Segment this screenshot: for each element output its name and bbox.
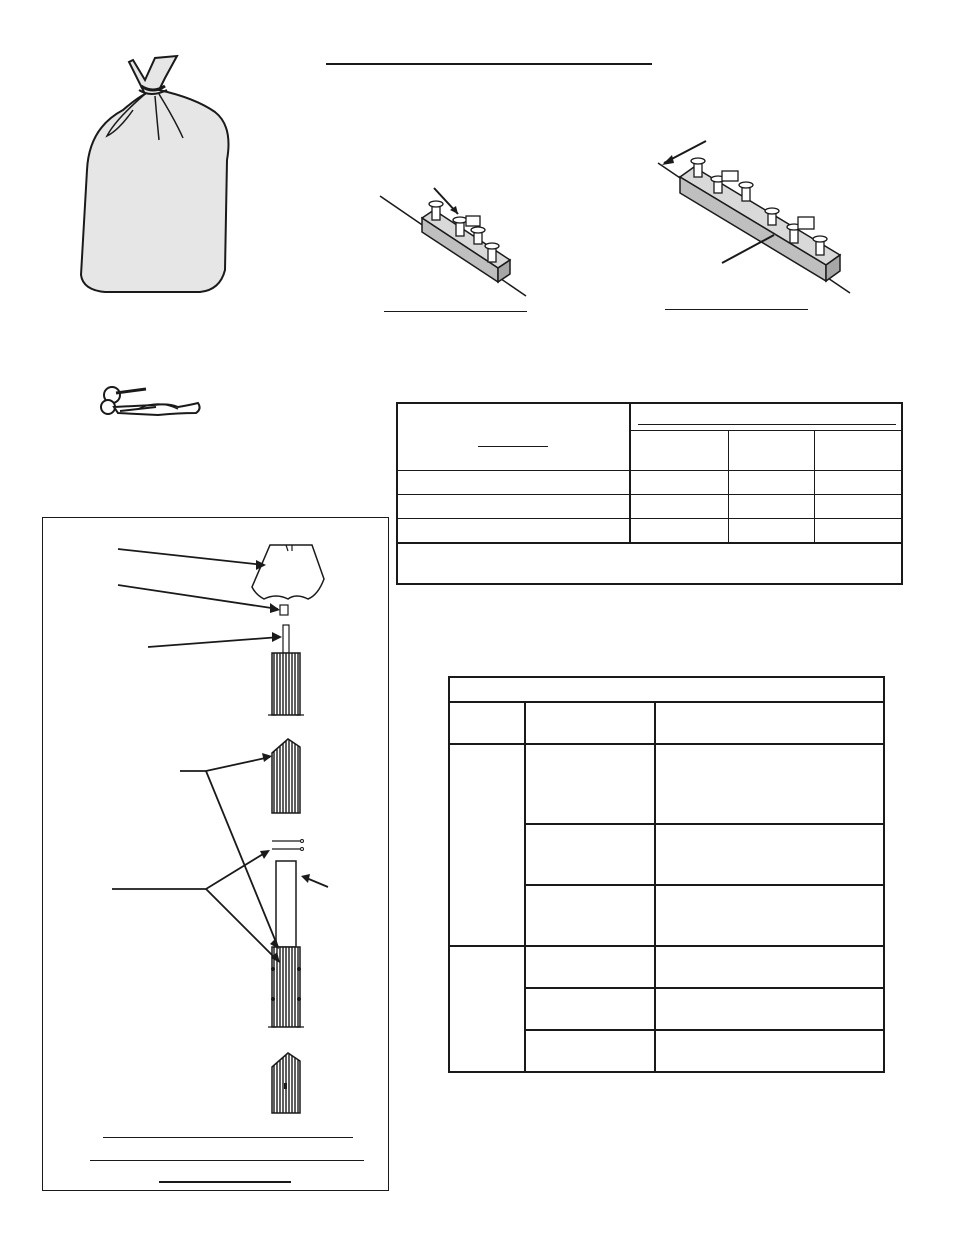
table-one-group-bottom: [629, 430, 901, 431]
pins: [272, 841, 300, 849]
table-one-col-divider-2: [728, 430, 729, 542]
small-connector: [280, 605, 288, 615]
table-one-row-rule: [398, 494, 901, 495]
table-one-group-rule: [638, 424, 896, 425]
diagram-caption-rule: [103, 1137, 353, 1138]
short-bar-caption-rule: [384, 311, 527, 312]
table-two-col-divider-2: [654, 701, 656, 1071]
ribbed-section: [272, 653, 300, 715]
callout-line: [180, 757, 270, 771]
cap-piece: [252, 545, 324, 599]
long-splice-bar-illustration: [650, 135, 860, 305]
table-two-row-rule: [524, 1029, 883, 1031]
callout-line: [148, 637, 280, 647]
table-two-title-rule: [450, 701, 883, 703]
table-one-header-title-rule: [478, 446, 548, 447]
table-two-group-rule: [450, 945, 883, 947]
table-one-vertical-divider: [629, 404, 631, 542]
callout-line: [206, 889, 278, 961]
short-splice-bar-illustration: [378, 180, 538, 310]
ribbed-section: [272, 739, 300, 813]
top-rod: [283, 625, 289, 653]
table-one-row-rule: [398, 542, 901, 544]
table-two-row-rule: [524, 884, 883, 886]
assembly-diagram: [42, 517, 389, 1191]
bag-illustration: [75, 50, 245, 300]
table-one-row-rule: [398, 470, 901, 471]
table-one: [396, 402, 903, 585]
table-two-header-rule: [450, 743, 883, 745]
callout-line: [118, 549, 264, 565]
callout-line: [206, 771, 278, 947]
plain-tube: [276, 861, 296, 947]
page-title-rule: [326, 63, 652, 65]
table-two: [448, 676, 885, 1073]
table-one-col-divider-3: [814, 430, 815, 542]
table-one-row-rule: [398, 518, 901, 519]
diagram-caption-rule: [90, 1160, 364, 1161]
table-two-col-divider-1: [524, 701, 526, 1071]
long-bar-caption-rule: [665, 309, 808, 310]
table-two-row-rule: [524, 987, 883, 989]
clip-illustration: [98, 385, 208, 425]
diagram-caption-rule: [159, 1181, 291, 1183]
table-two-row-rule: [524, 823, 883, 825]
callout-line: [112, 851, 268, 889]
